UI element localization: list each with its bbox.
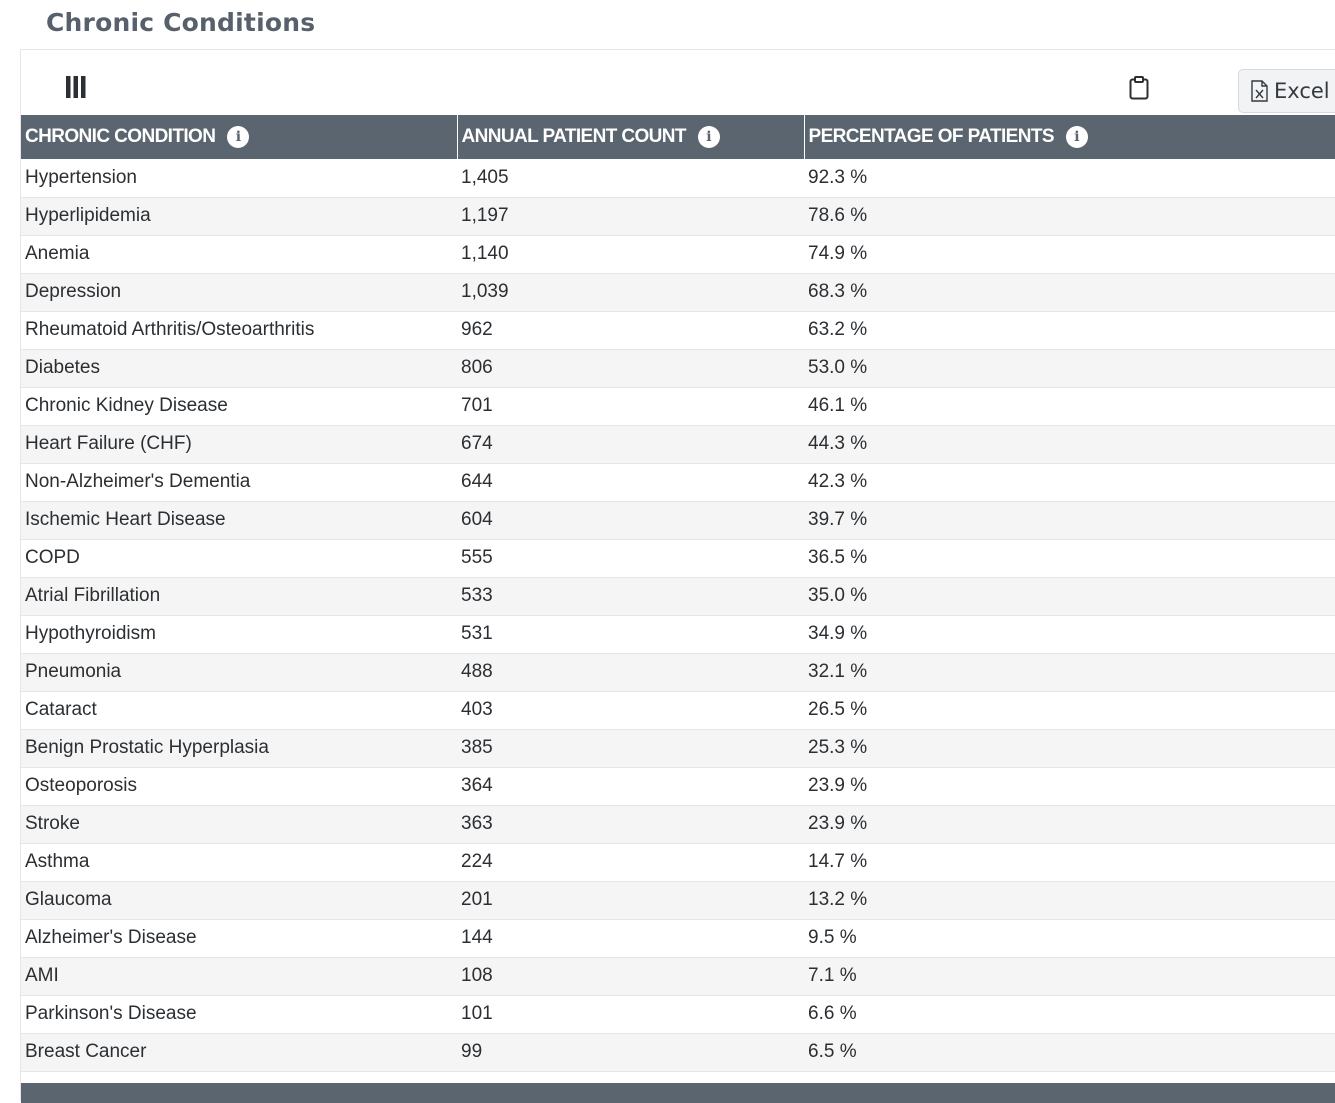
condition-cell: Benign Prostatic Hyperplasia [21, 729, 457, 767]
patient-count-cell: 644 [457, 463, 804, 501]
table-row [21, 159, 1335, 197]
info-icon[interactable]: i [1066, 126, 1088, 148]
percentage-cell: 92.3 % [804, 159, 1335, 197]
condition-cell: Depression [21, 273, 457, 311]
table-row [21, 463, 1335, 501]
percentage-cell: 23.9 % [804, 767, 1335, 805]
table-row [21, 425, 1335, 463]
condition-cell: Chronic Kidney Disease [21, 387, 457, 425]
table-row [21, 843, 1335, 881]
patient-count-cell: 701 [457, 387, 804, 425]
condition-cell: Pneumonia [21, 653, 457, 691]
table-row [21, 919, 1335, 957]
percentage-cell: 68.3 % [804, 273, 1335, 311]
condition-cell: Cataract [21, 691, 457, 729]
table-row [21, 273, 1335, 311]
patient-count-cell: 1,197 [457, 197, 804, 235]
condition-cell: Hypothyroidism [21, 615, 457, 653]
table-row [21, 539, 1335, 577]
patient-count-cell: 674 [457, 425, 804, 463]
patient-count-cell: 144 [457, 919, 804, 957]
patient-count-cell: 533 [457, 577, 804, 615]
percentage-cell: 23.9 % [804, 805, 1335, 843]
column-header-label: PERCENTAGE OF PATIENTS [808, 126, 1054, 147]
table-row [21, 197, 1335, 235]
column-header-condition[interactable] [21, 115, 457, 159]
percentage-cell: 7.1 % [804, 957, 1335, 995]
clipboard-icon[interactable] [1129, 76, 1149, 100]
patient-count-cell: 224 [457, 843, 804, 881]
patient-count-cell: 488 [457, 653, 804, 691]
patient-count-cell: 1,405 [457, 159, 804, 197]
table-row [21, 957, 1335, 995]
percentage-cell: 74.9 % [804, 235, 1335, 273]
condition-cell: Parkinson's Disease [21, 995, 457, 1033]
condition-cell: Osteoporosis [21, 767, 457, 805]
table-row [21, 729, 1335, 767]
percentage-cell: 32.1 % [804, 653, 1335, 691]
percentage-cell: 14.7 % [804, 843, 1335, 881]
patient-count-cell: 1,039 [457, 273, 804, 311]
percentage-cell: 44.3 % [804, 425, 1335, 463]
condition-cell: AMI [21, 957, 457, 995]
patient-count-cell: 101 [457, 995, 804, 1033]
table-row [21, 349, 1335, 387]
percentage-cell: 6.5 % [804, 1033, 1335, 1071]
table-row [21, 615, 1335, 653]
table-row [21, 995, 1335, 1033]
patient-count-cell: 1,140 [457, 235, 804, 273]
table-row [21, 311, 1335, 349]
patient-count-cell: 403 [457, 691, 804, 729]
patient-count-cell: 385 [457, 729, 804, 767]
columns-icon[interactable] [66, 76, 86, 98]
condition-cell: Glaucoma [21, 881, 457, 919]
table-header-row [21, 115, 1335, 159]
table-row [21, 501, 1335, 539]
column-header-label: CHRONIC CONDITION [25, 126, 216, 147]
table-toolbar [21, 50, 1335, 115]
percentage-cell: 6.6 % [804, 995, 1335, 1033]
condition-cell: Diabetes [21, 349, 457, 387]
condition-cell: Ischemic Heart Disease [21, 501, 457, 539]
condition-cell: Asthma [21, 843, 457, 881]
percentage-cell: 78.6 % [804, 197, 1335, 235]
patient-count-cell: 962 [457, 311, 804, 349]
patient-count-cell: 364 [457, 767, 804, 805]
condition-cell: Stroke [21, 805, 457, 843]
table-row [21, 235, 1335, 273]
percentage-cell: 9.5 % [804, 919, 1335, 957]
patient-count-cell: 99 [457, 1033, 804, 1071]
excel-export-button[interactable] [1238, 69, 1335, 113]
percentage-cell: 42.3 % [804, 463, 1335, 501]
percentage-cell: 26.5 % [804, 691, 1335, 729]
column-header-label: ANNUAL PATIENT COUNT [461, 126, 686, 147]
percentage-cell: 34.9 % [804, 615, 1335, 653]
patient-count-cell: 201 [457, 881, 804, 919]
table-row [21, 767, 1335, 805]
table-footer-bar [21, 1083, 1335, 1103]
table-row [21, 805, 1335, 843]
condition-cell: Hypertension [21, 159, 457, 197]
percentage-cell: 35.0 % [804, 577, 1335, 615]
table-row [21, 387, 1335, 425]
chronic-conditions-table [21, 115, 1335, 1072]
excel-button-label: Excel [1274, 79, 1330, 103]
condition-cell: Atrial Fibrillation [21, 577, 457, 615]
patient-count-cell: 108 [457, 957, 804, 995]
condition-cell: Rheumatoid Arthritis/Osteoarthritis [21, 311, 457, 349]
patient-count-cell: 555 [457, 539, 804, 577]
condition-cell: Alzheimer's Disease [21, 919, 457, 957]
table-body [21, 159, 1335, 1071]
percentage-cell: 46.1 % [804, 387, 1335, 425]
percentage-cell: 36.5 % [804, 539, 1335, 577]
percentage-cell: 25.3 % [804, 729, 1335, 767]
column-header-percentage[interactable] [804, 115, 1335, 159]
table-row [21, 577, 1335, 615]
condition-cell: Anemia [21, 235, 457, 273]
excel-file-icon [1251, 80, 1268, 102]
condition-cell: Heart Failure (CHF) [21, 425, 457, 463]
percentage-cell: 63.2 % [804, 311, 1335, 349]
info-icon[interactable]: i [227, 126, 249, 148]
condition-cell: Hyperlipidemia [21, 197, 457, 235]
table-row [21, 1033, 1335, 1071]
percentage-cell: 13.2 % [804, 881, 1335, 919]
table-row [21, 691, 1335, 729]
column-header-annual-count[interactable] [457, 115, 804, 159]
info-icon[interactable]: i [698, 126, 720, 148]
patient-count-cell: 806 [457, 349, 804, 387]
table-panel [20, 49, 1335, 1101]
patient-count-cell: 531 [457, 615, 804, 653]
condition-cell: COPD [21, 539, 457, 577]
patient-count-cell: 363 [457, 805, 804, 843]
percentage-cell: 53.0 % [804, 349, 1335, 387]
percentage-cell: 39.7 % [804, 501, 1335, 539]
patient-count-cell: 604 [457, 501, 804, 539]
table-row [21, 881, 1335, 919]
condition-cell: Non-Alzheimer's Dementia [21, 463, 457, 501]
condition-cell: Breast Cancer [21, 1033, 457, 1071]
table-row [21, 653, 1335, 691]
page-title: Chronic Conditions [46, 8, 316, 37]
